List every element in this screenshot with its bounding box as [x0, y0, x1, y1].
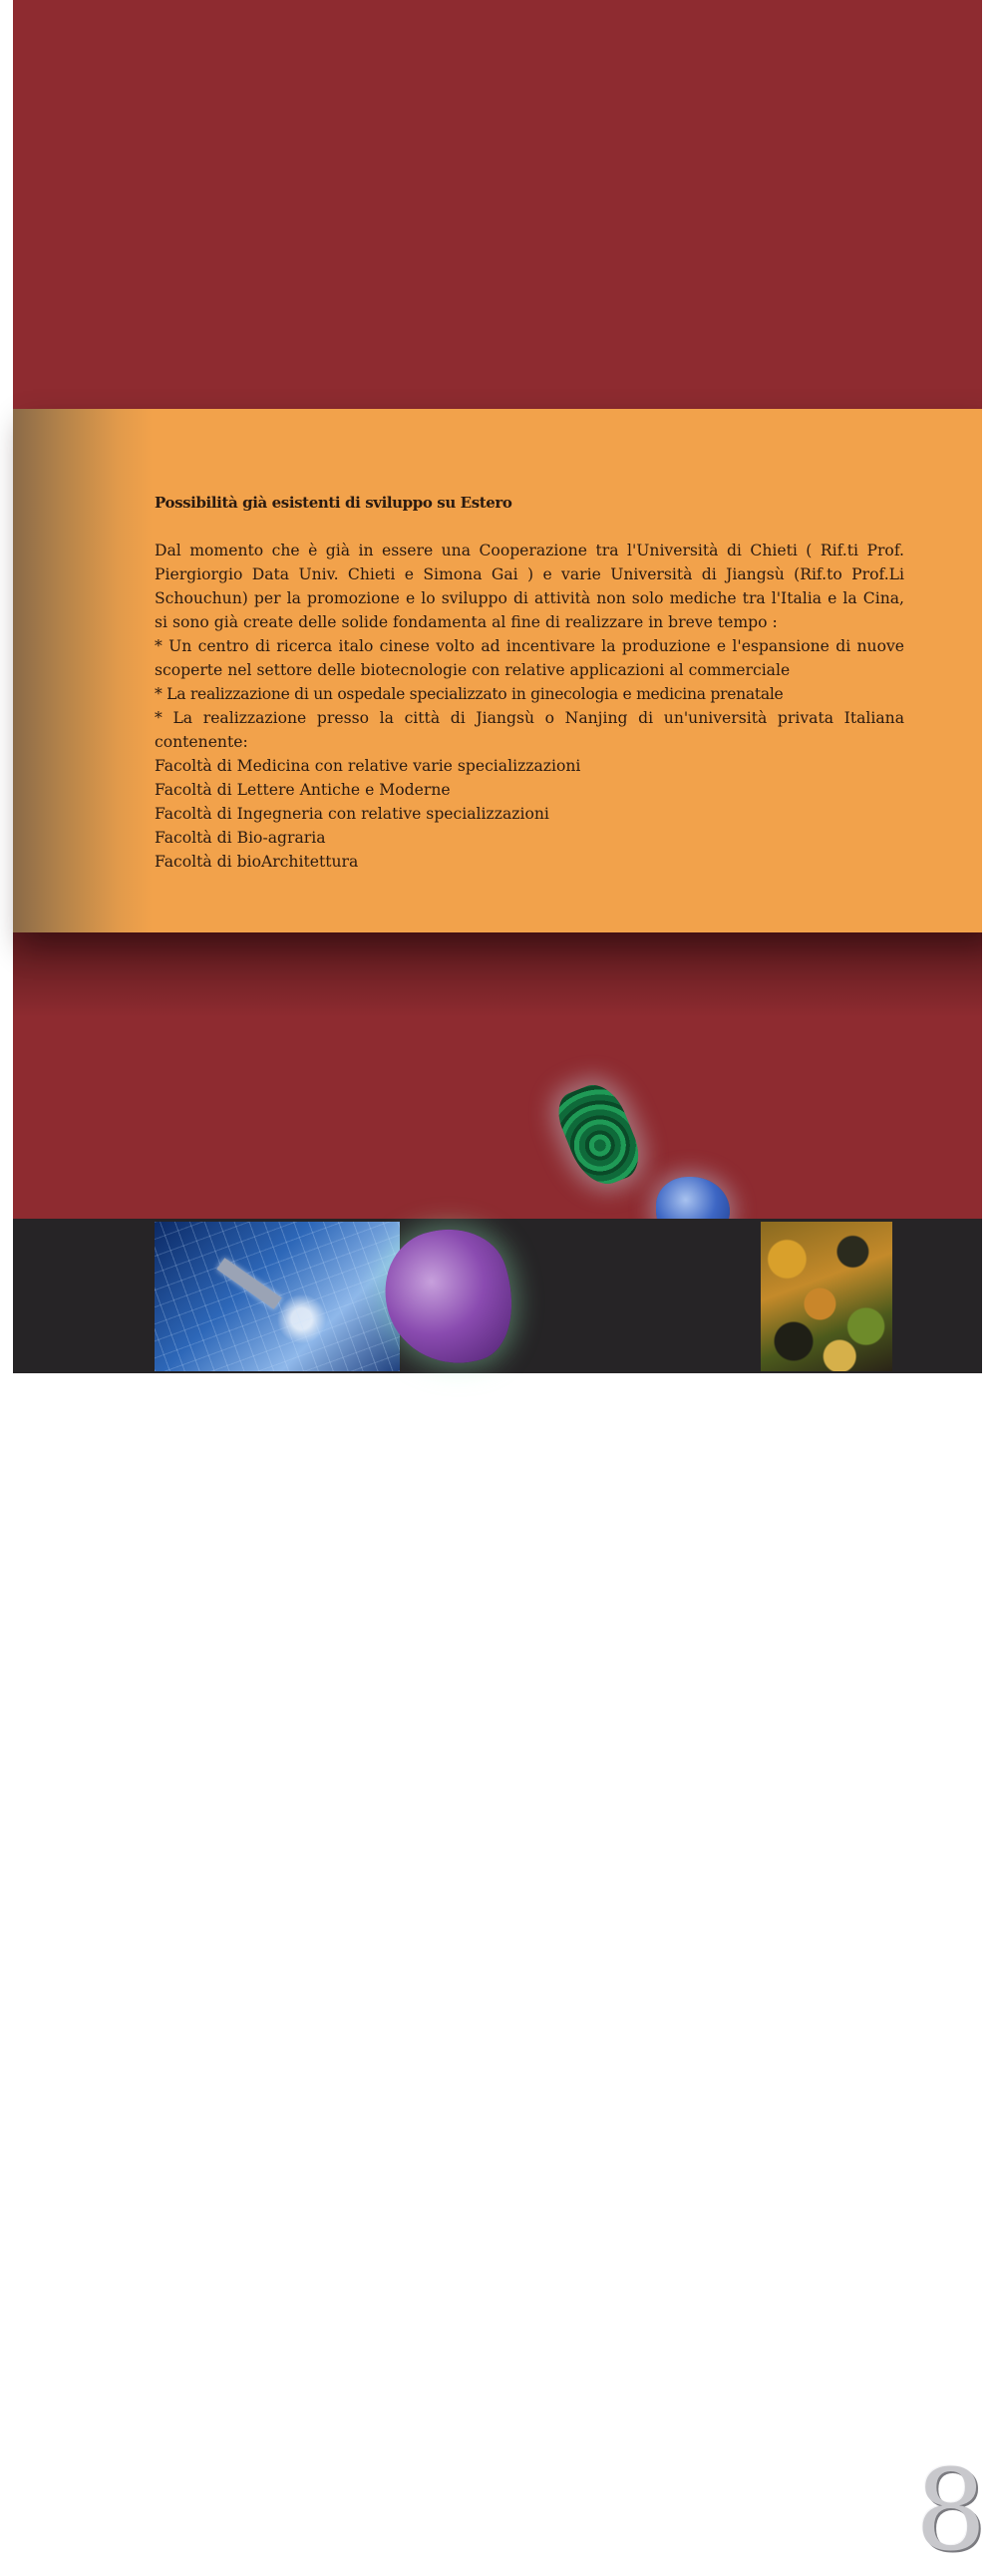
faculty-item: Facoltà di Lettere Antiche e Moderne: [155, 781, 451, 799]
section-heading: Possibilità già esistenti di sviluppo su Estero: [155, 494, 512, 512]
bullet-item: * La realizzazione presso la città di Jiangsù o Nanjing di un'università privata Italiana contenente:: [155, 709, 904, 751]
satellite-image: [155, 1222, 400, 1371]
panel-shadow: [13, 927, 982, 1017]
faculty-item: Facoltà di Bio-agraria: [155, 829, 326, 847]
page-background: [13, 0, 987, 2576]
panel-text: [155, 491, 904, 874]
page-number: 8: [915, 2446, 987, 2576]
panel-left-fade: [13, 409, 153, 932]
content-panel: [13, 409, 982, 932]
faculty-item: Facoltà di Medicina con relative varie specializzazioni: [155, 757, 581, 775]
green-stone-icon: [551, 1077, 648, 1194]
intro-paragraph: Dal momento che è già in essere una Cooperazione tra l'Università di Chieti ( Rif.ti Prof. Piergiorgio Data Univ. Chieti e Simona Gai ) e varie Università di Jiangsù (Rif.to Prof.Li Schouchun) per la promozione e lo sviluppo di attività non solo mediche tra l'Italia e la Cina, si sono già create delle solide fondamenta al fine di realizzare in breve tempo :: [155, 542, 904, 631]
faculty-item: Facoltà di bioArchitettura: [155, 853, 359, 871]
autumn-leaves-image: [761, 1222, 892, 1371]
bullet-item: * Un centro di ricerca italo cinese volto ad incentivare la produzione e l'espansione di nuove scoperte nel settore delle biotecnologie con relative applicazioni al commerciale: [155, 637, 904, 679]
page-margin: [982, 0, 997, 1373]
bullet-item: * La realizzazione di un ospedale specializzato in ginecologia e medicina prenatale: [155, 685, 784, 703]
faculty-item: Facoltà di Ingegneria con relative specializzazioni: [155, 805, 549, 823]
